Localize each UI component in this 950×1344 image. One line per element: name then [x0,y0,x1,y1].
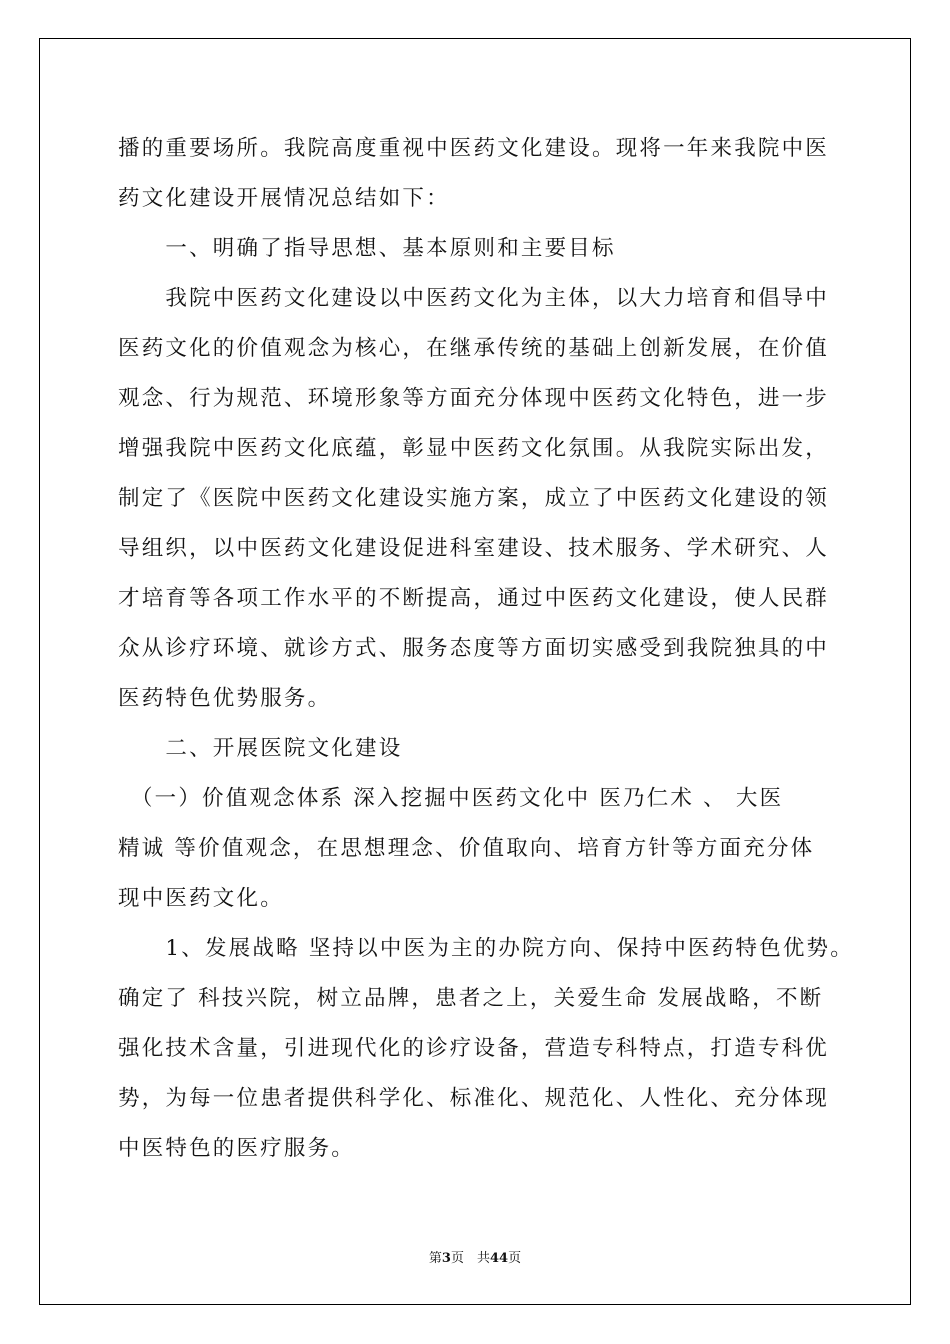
body-line: 播的重要场所。我院高度重视中医药文化建设。现将一年来我院中医 [118,136,830,161]
body-line: 中医特色的医疗服务。 [118,1136,356,1161]
body-line: 才培育等各项工作水平的不断提高，通过中医药文化建设，使人民群 [118,586,830,611]
body-line: 导组织，以中医药文化建设促进科室建设、技术服务、学术研究、人 [118,536,830,561]
page-footer [0,1247,950,1266]
body-line: 药文化建设开展情况总结如下： [118,186,450,211]
body-line: 观念、行为规范、环境形象等方面充分体现中医药文化特色，进一步 [118,386,830,411]
body-line: 众从诊疗环境、就诊方式、服务态度等方面切实感受到我院独具的中 [118,636,830,661]
section-heading: 一、明确了指导思想、基本原则和主要目标 [118,236,616,261]
footer-prefix: 第 [428,1251,442,1266]
body-line: 势，为每一位患者提供科学化、标准化、规范化、人性化、充分体现 [118,1086,830,1111]
body-line: 1、发展战略 坚持以中医为主的办院方向、保持中医药特色优势。 [118,936,854,961]
footer-suffix: 页 [508,1251,522,1266]
body-line: （一）价值观念体系 深入挖掘中医药文化中 医乃仁术 、 大医 [118,786,784,811]
body-line: 现中医药文化。 [118,886,284,911]
section-heading: 二、开展医院文化建设 [118,736,403,761]
body-line: 强化技术含量，引进现代化的诊疗设备，营造专科特点，打造专科优 [118,1036,830,1061]
body-line: 确定了 科技兴院，树立品牌，患者之上，关爱生命 发展战略，不断 [118,986,824,1011]
body-line: 我院中医药文化建设以中医药文化为主体，以大力培育和倡导中 [118,286,830,311]
footer-middle: 页 共 [450,1251,490,1266]
body-line: 医药特色优势服务。 [118,686,332,711]
page-border [39,38,911,1305]
current-page-number: 3 [441,1251,451,1266]
total-page-count: 44 [489,1251,509,1266]
body-line: 增强我院中医药文化底蕴，彰显中医药文化氛围。从我院实际出发， [118,436,830,461]
body-line: 精诚 等价值观念，在思想理念、价值取向、培育方针等方面充分体 [118,836,815,861]
body-line: 制定了《医院中医药文化建设实施方案，成立了中医药文化建设的领 [118,486,830,511]
body-line: 医药文化的价值观念为核心，在继承传统的基础上创新发展，在价值 [118,336,830,361]
